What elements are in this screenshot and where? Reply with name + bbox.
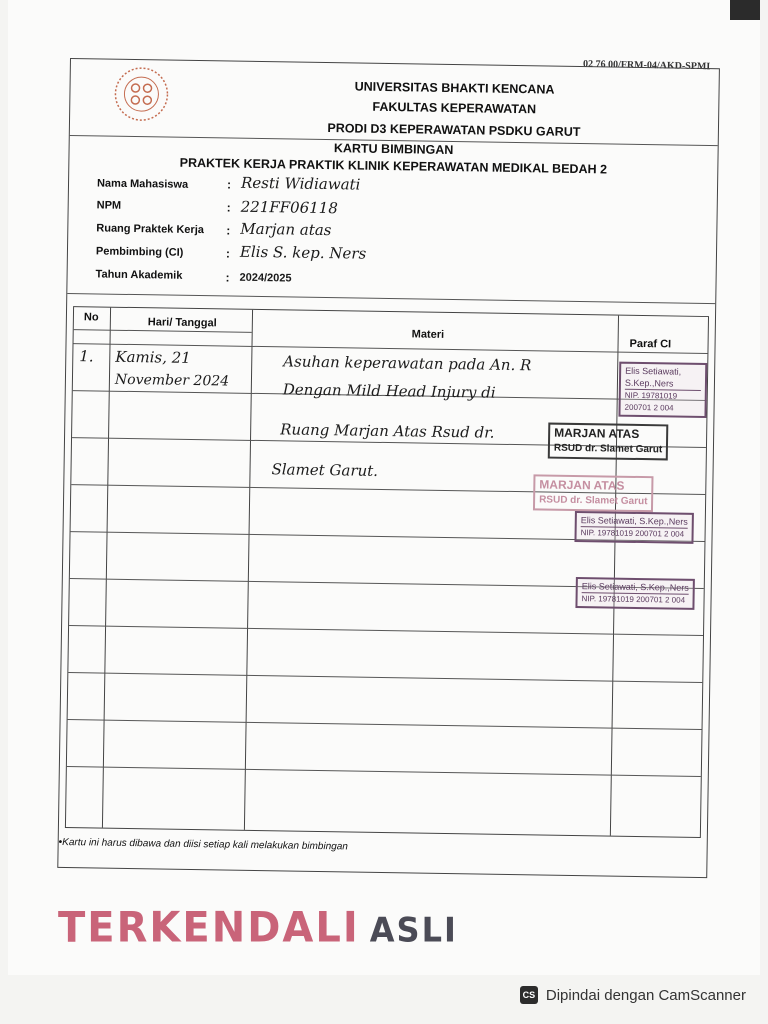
ward-stamp-line2: RSUD dr. Slamet Garut [553, 442, 663, 456]
divider [67, 293, 715, 304]
ward-stamp [548, 423, 669, 461]
materi-line: Ruang Marjan Atas Rsud dr. [280, 420, 495, 442]
header-materi: Materi [411, 328, 445, 341]
camscanner-text: Dipindai dengan CamScanner [545, 986, 746, 1004]
form-code: 02 76 00/FRM-04/AKD-SPMI [582, 58, 711, 73]
ward-stamp-line2: RSUD dr. Slamet Garut [539, 494, 648, 508]
materi-line: Asuhan keperawatan pada An. R [283, 352, 532, 375]
ci-stamp [574, 511, 694, 544]
footnote: •Kartu ini harus dibawa dan diisi setiap kali melakukan bimbingan [58, 836, 348, 853]
ward-stamp-faint [533, 474, 654, 512]
header-date: Hari/ Tanggal [147, 316, 217, 330]
camscanner-icon: CS [520, 986, 538, 1004]
scan-edge [730, 0, 760, 20]
ci-stamp-nip: NIP. 19781019 200701 2 004 [624, 389, 700, 415]
ward-stamp-line1: MARJAN ATAS [539, 477, 625, 493]
card-title: KARTU BIMBINGAN [333, 141, 454, 158]
camscanner-watermark [520, 986, 746, 1004]
card-subtitle: PRAKTEK KERJA PRAKTIK KLINIK KEPERAWATAN MEDIKAL BEDAH 2 [179, 155, 608, 177]
red-stamp-word2: ASLI [369, 910, 458, 951]
header-no: No [83, 311, 99, 324]
label-supervisor: Pembimbing (CI) [95, 245, 184, 259]
label-npm: NPM [96, 199, 122, 212]
program-name: PRODI D3 KEPERAWATAN PSDKU GARUT [327, 121, 581, 140]
colon: : [226, 200, 231, 215]
controlled-original-stamp [58, 904, 458, 952]
colon: : [226, 223, 231, 238]
materi-line: Slamet Garut. [271, 460, 379, 480]
ci-stamp-name: Elis Setiawati, S.Kep.,Ners [624, 365, 682, 389]
faculty-name: FAKULTAS KEPERAWATAN [372, 99, 537, 117]
red-stamp-word1: TERKENDALI [58, 903, 360, 953]
guidance-table [65, 306, 709, 838]
label-student-name: Nama Mahasiswa [96, 177, 189, 191]
ci-stamp [618, 362, 707, 418]
university-name: UNIVERSITAS BHAKTI KENCANA [354, 79, 555, 97]
value-student-name: Resti Widiawati [240, 173, 361, 194]
value-ward: Marjan atas [240, 219, 332, 240]
ci-stamp-nip: NIP. 19781019 200701 2 004 [581, 526, 688, 541]
label-ward: Ruang Praktek Kerja [96, 222, 205, 237]
value-supervisor: Elis S. kep. Ners [239, 242, 367, 263]
entry-date-line2: November 2024 [114, 371, 230, 390]
ci-stamp-nip: NIP. 19781019 200701 2 004 [581, 592, 688, 607]
colon: : [226, 177, 232, 192]
label-academic-year: Tahun Akademik [95, 268, 183, 282]
value-academic-year: 2024/2025 [239, 271, 292, 285]
materi-line: Dengan Mild Head Injury di [282, 380, 496, 402]
colon: : [225, 246, 231, 261]
header-paraf: Paraf CI [629, 337, 672, 351]
colon: : [225, 270, 230, 285]
value-npm: 221FF06118 [240, 197, 338, 218]
ward-stamp-line1: MARJAN ATAS [554, 425, 640, 441]
ci-stamp [575, 577, 695, 610]
guidance-card [57, 58, 720, 878]
ci-stamp-name: Elis Setiawati, S.Kep.,Ners [581, 581, 689, 593]
entry-no: 1. [79, 347, 94, 366]
university-logo-icon [106, 66, 177, 123]
ci-stamp-name: Elis Setiawati, S.Kep.,Ners [580, 515, 688, 527]
entry-date-line1: Kamis, 21 [115, 347, 191, 367]
